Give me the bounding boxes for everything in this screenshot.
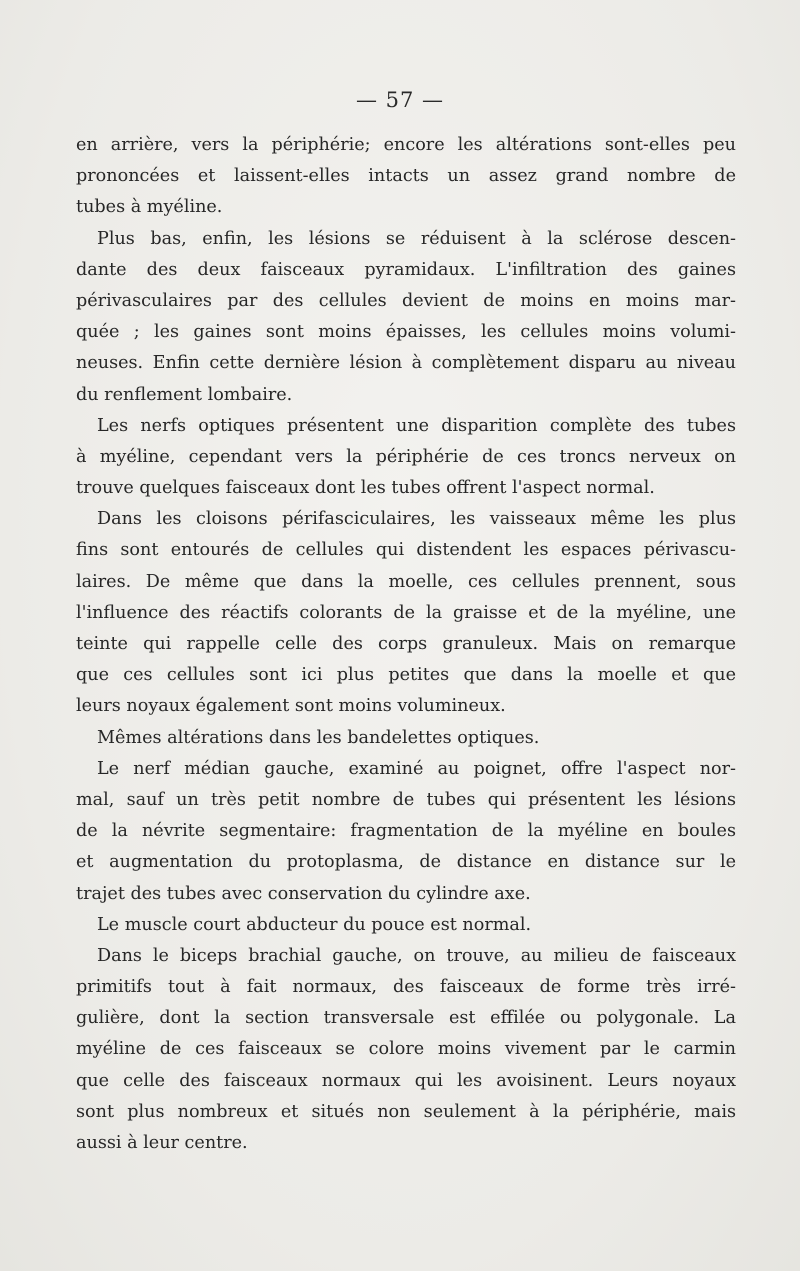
page-number: — 57 — bbox=[355, 88, 445, 112]
text-line: fins sont entourés de cellules qui distendent les espaces périvascu- bbox=[76, 540, 736, 561]
paragraph bbox=[76, 224, 736, 411]
text-line: Mêmes altérations dans les bandelettes optiques. bbox=[97, 727, 540, 748]
text-line: l'influence des réactifs colorants de la graisse et de la myéline, une bbox=[76, 602, 736, 623]
text-line: Plus bas, enfin, les lésions se réduisent à la sclérose descen- bbox=[97, 228, 736, 249]
body-text bbox=[76, 130, 736, 1159]
text-line: leurs noyaux également sont moins volumineux. bbox=[76, 696, 506, 717]
text-line: Les nerfs optiques présentent une disparition complète des tubes bbox=[97, 415, 736, 436]
paragraph bbox=[76, 130, 736, 224]
text-line: à myéline, cependant vers la périphérie de ces troncs nerveux on bbox=[76, 446, 736, 467]
text-line: de la névrite segmentaire: fragmentation de la myéline en boules bbox=[76, 821, 736, 842]
paragraph bbox=[76, 723, 736, 754]
text-line: en arrière, vers la périphérie; encore les altérations sont-elles peu bbox=[76, 135, 736, 155]
text-line: dante des deux faisceaux pyramidaux. L'infiltration des gaines bbox=[76, 259, 736, 280]
text-line: du renflement lombaire. bbox=[76, 384, 293, 405]
text-line: neuses. Enfin cette dernière lésion à complètement disparu au niveau bbox=[76, 353, 736, 374]
paragraph bbox=[76, 411, 736, 505]
text-line: Dans les cloisons périfasciculaires, les vaisseaux même les plus bbox=[97, 509, 736, 530]
text-line: teinte qui rappelle celle des corps granuleux. Mais on remarque bbox=[76, 634, 736, 654]
text-line: trajet des tubes avec conservation du cylindre axe. bbox=[76, 883, 531, 904]
text-line: périvasculaires par des cellules devient de moins en moins mar- bbox=[76, 290, 736, 311]
text-line: prononcées et laissent-elles intacts un assez grand nombre de bbox=[76, 166, 736, 187]
text-line: quée ; les gaines sont moins épaisses, les cellules moins volumi- bbox=[76, 322, 736, 343]
text-line: sont plus nombreux et situés non seulement à la périphérie, mais bbox=[76, 1101, 736, 1122]
text-line: que ces cellules sont ici plus petites que dans la moelle et que bbox=[76, 665, 736, 686]
text-line: aussi à leur centre. bbox=[76, 1133, 248, 1153]
text-line: gulière, dont la section transversale est effilée ou polygonale. La bbox=[76, 1008, 736, 1029]
text-line: Dans le biceps brachial gauche, on trouve, au milieu de faisceaux bbox=[97, 945, 736, 966]
text-line: trouve quelques faisceaux dont les tubes offrent l'aspect normal. bbox=[76, 478, 655, 499]
text-line: myéline de ces faisceaux se colore moins vivement par le carmin bbox=[76, 1039, 736, 1060]
paragraph bbox=[76, 941, 736, 1159]
text-line: et augmentation du protoplasma, de distance en distance sur le bbox=[76, 852, 736, 873]
text-line: primitifs tout à fait normaux, des faisceaux de forme très irré- bbox=[76, 977, 736, 998]
paragraph bbox=[76, 504, 736, 722]
text-line: tubes à myéline. bbox=[76, 197, 223, 218]
text-line: que celle des faisceaux normaux qui les avoisinent. Leurs noyaux bbox=[76, 1070, 736, 1091]
text-line: mal, sauf un très petit nombre de tubes qui présentent les lésions bbox=[76, 789, 736, 810]
text-line: Le nerf médian gauche, examiné au poignet, offre l'aspect nor- bbox=[97, 758, 736, 779]
paragraph bbox=[76, 910, 736, 941]
paragraph bbox=[76, 754, 736, 910]
text-line: laires. De même que dans la moelle, ces cellules prennent, sous bbox=[76, 571, 736, 592]
text-line: Le muscle court abducteur du pouce est normal. bbox=[97, 914, 532, 935]
